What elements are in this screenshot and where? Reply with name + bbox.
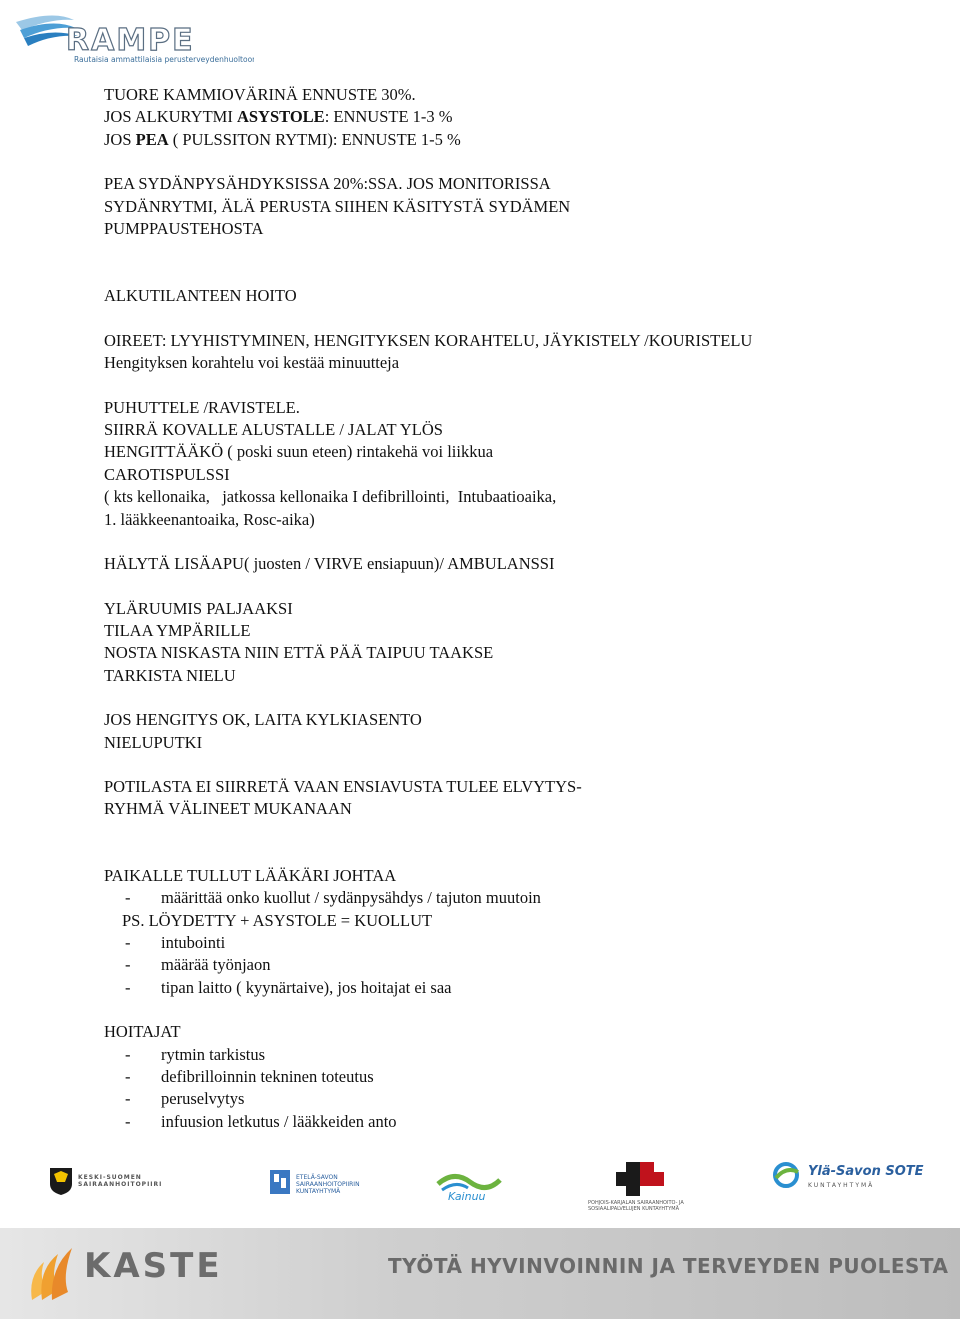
section-heading: ALKUTILANTEEN HOITO bbox=[104, 286, 297, 306]
ps-note: PS. LÖYDETTY + ASYSTOLE = KUOLLUT bbox=[122, 910, 433, 930]
document-body bbox=[104, 84, 894, 1133]
list-item: - infuusion letkutus / lääkkeiden anto bbox=[125, 1111, 397, 1131]
text-line: HENGITTÄÄKÖ ( poski suun eteen) rintakehä voi liikkua bbox=[104, 442, 494, 462]
list-item: - defibrilloinnin tekninen toteutus bbox=[125, 1067, 374, 1086]
breathing-paragraph bbox=[104, 709, 894, 754]
nurses-section bbox=[104, 1021, 894, 1133]
prognosis-line-2: JOS ALKURYTMI ASYSTOLE: ENNUSTE 1-3 % bbox=[104, 107, 453, 127]
text-line: RYHMÄ VÄLINEET MUKANAAN bbox=[104, 799, 352, 819]
alarm-line: HÄLYTÄ LISÄAPU( juosten / VIRVE ensiapuun)/ AMBULANSSI bbox=[104, 554, 555, 574]
text-line: PUMPPAUSTEHOSTA bbox=[104, 219, 264, 239]
text-line: Hengityksen korahtelu voi kestää minuutteja bbox=[104, 353, 400, 373]
list-item: - intubointi bbox=[125, 932, 226, 952]
text-line: TARKISTA NIELU bbox=[104, 665, 236, 685]
kaste-flame-icon bbox=[26, 1240, 78, 1311]
actions-paragraph bbox=[104, 397, 894, 531]
text-line: PEA SYDÄNPYSÄHDYKSISSA 20%:SSA. JOS MONITORISSA bbox=[104, 174, 551, 194]
kaste-slogan: TYÖTÄ HYVINVOINNIN JA TERVEYDEN PUOLESTA bbox=[388, 1254, 949, 1278]
list-item: - rytmin tarkistus bbox=[125, 1044, 266, 1064]
prognosis-block bbox=[104, 84, 894, 151]
text-line: ( kts kellonaika, jatkossa kellonaika I defibrillointi, Intubaatioaika, bbox=[104, 487, 557, 507]
symptoms-paragraph bbox=[104, 330, 894, 375]
text-line: OIREET: LYYHISTYMINEN, HENGITYKSEN KORAHTELU, JÄYKISTELY /KOURISTELU bbox=[104, 330, 753, 350]
yla-savo-logo: Ylä-Savon SOTE KUNTAYHTYMÄ bbox=[772, 1162, 802, 1192]
text-line: 1. lääkkeenantoaika, Rosc-aika) bbox=[104, 509, 315, 529]
pea-paragraph bbox=[104, 173, 894, 240]
etela-savo-logo: ETELÄ-SAVON SAIRAANHOITOPIIRIN KUNTAYHTYMÄ bbox=[268, 1168, 292, 1200]
doctor-section bbox=[104, 865, 894, 999]
svg-text:Rautaisia ammattilaisia perust: Rautaisia ammattilaisia perusterveydenhuoltoon bbox=[74, 55, 254, 64]
prognosis-line-3: JOS PEA ( PULSSITON RYTMI): ENNUSTE 1-5 % bbox=[104, 129, 461, 149]
doctor-heading: PAIKALLE TULLUT LÄÄKÄRI JOHTAA bbox=[104, 865, 397, 885]
kaste-wordmark: KASTE bbox=[84, 1246, 223, 1286]
text-line: JOS HENGITYS OK, LAITA KYLKIASENTO bbox=[104, 710, 422, 730]
list-item: - määrittää onko kuollut / sydänpysähdys / tajuton muutoin bbox=[125, 888, 541, 908]
text-line: SIIRRÄ KOVALLE ALUSTALLE / JALAT YLÖS bbox=[104, 420, 443, 440]
text-line: CAROTISPULSSI bbox=[104, 464, 230, 484]
text-line: YLÄRUUMIS PALJAAKSI bbox=[104, 598, 293, 618]
pohjois-karjala-logo: POHJOIS-KARJALAN SAIRAANHOITO- JA SOSIAALIPALVELUJEN KUNTAYHTYMÄ bbox=[588, 1160, 698, 1204]
transport-paragraph bbox=[104, 776, 894, 821]
kaste-band bbox=[0, 1228, 960, 1319]
text-line: PUHUTTELE /RAVISTELE. bbox=[104, 397, 300, 417]
list-item: - tipan laitto ( kyynärtaive), jos hoitajat ei saa bbox=[125, 977, 452, 997]
kainuu-logo: Kainuu bbox=[434, 1170, 504, 1206]
text-line: TILAA YMPÄRILLE bbox=[104, 620, 251, 640]
nurses-heading: HOITAJAT bbox=[104, 1022, 181, 1042]
prognosis-line-1: TUORE KAMMIOVÄRINÄ ENNUSTE 30%. bbox=[104, 85, 416, 104]
svg-text:RAMPE: RAMPE bbox=[66, 23, 195, 58]
partner-logos bbox=[0, 1150, 960, 1220]
list-item: - peruselvytys bbox=[125, 1089, 245, 1109]
rampe-logo bbox=[14, 8, 254, 68]
text-line: POTILASTA EI SIIRRETÄ VAAN ENSIAVUSTA TULEE ELVYTYS- bbox=[104, 776, 582, 796]
text-line: NIELUPUTKI bbox=[104, 732, 203, 752]
airway-paragraph bbox=[104, 598, 894, 688]
text-line: NOSTA NISKASTA NIIN ETTÄ PÄÄ TAIPUU TAAKSE bbox=[104, 643, 494, 663]
list-item: - määrää työnjaon bbox=[125, 955, 271, 975]
footer bbox=[0, 1150, 960, 1319]
keski-suomi-logo: KESKI-SUOMEN SAIRAANHOITOPIIRI bbox=[48, 1166, 74, 1200]
text-line: SYDÄNRYTMI, ÄLÄ PERUSTA SIIHEN KÄSITYSTÄ SYDÄMEN bbox=[104, 196, 571, 216]
